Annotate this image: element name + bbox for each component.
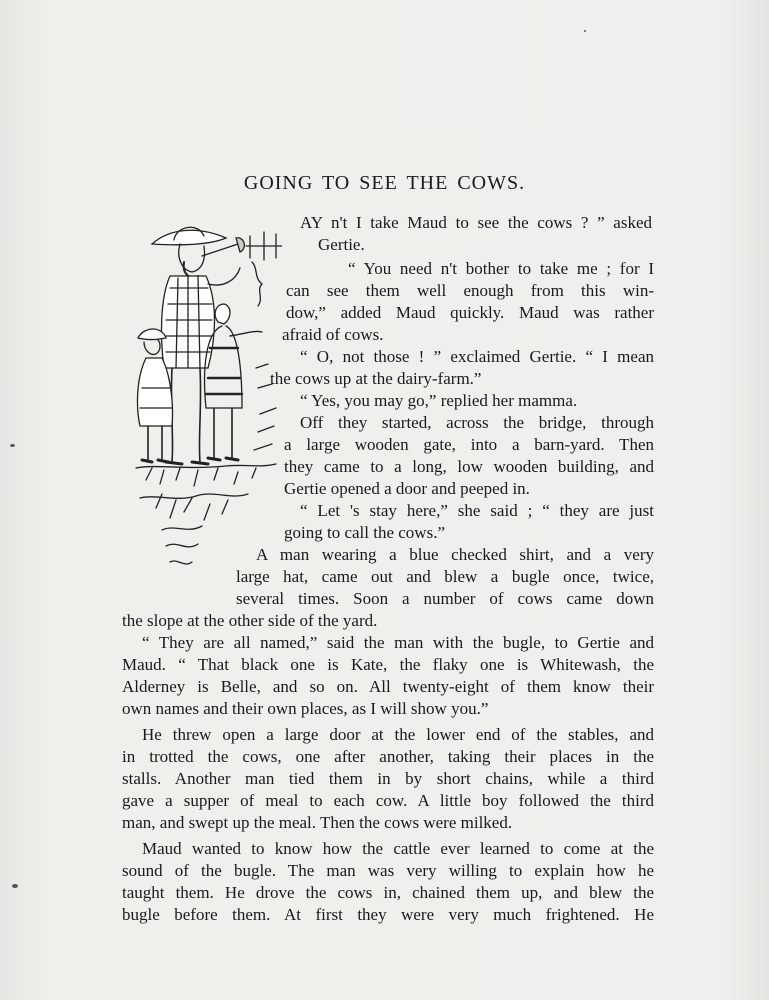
paper-speck: [10, 444, 15, 447]
text-line: gave a supper of meal to each cow. A little boy followed the third: [122, 791, 654, 810]
text-line: a large wooden gate, into a barn-yard. Then: [284, 435, 654, 454]
text-line: man, and swept up the meal. Then the cows were milked.: [122, 813, 513, 832]
text-line: going to call the cows.”: [284, 523, 445, 542]
paper-speck: [12, 884, 18, 888]
text-line: Off they started, across the bridge, through: [300, 413, 654, 432]
text-line: AY n't I take Maud to see the cows ? ” asked: [300, 213, 652, 232]
text-line: “ They are all named,” said the man with the bugle, to Gertie and: [142, 633, 654, 652]
text-line: they came to a long, low wooden building, and: [284, 457, 654, 476]
text-line: “ Let 's stay here,” she said ; “ they are just: [300, 501, 654, 520]
text-line: own names and their own places, as I will show you.”: [122, 699, 489, 718]
text-line: taught them. He drove the cows in, chained them up, and blew the: [122, 883, 654, 902]
text-line: afraid of cows.: [282, 325, 384, 344]
text-line: Gertie opened a door and peeped in.: [284, 479, 530, 498]
text-line: the cows up at the dairy-farm.”: [270, 369, 482, 388]
text-line: “ You need n't bother to take me ; for I: [348, 259, 654, 278]
text-line: Alderney is Belle, and so on. All twenty-eight of them know their: [122, 677, 654, 696]
text-line: in trotted the cows, one after another, taking their places in the: [122, 747, 654, 766]
paper-speck: [584, 30, 586, 32]
text-line: “ Yes, you may go,” replied her mamma.: [300, 391, 578, 410]
text-line: stalls. Another man tied them in by short chains, while a third: [122, 769, 654, 788]
text-line: the slope at the other side of the yard.: [122, 611, 378, 630]
chapter-title: GOING TO SEE THE COWS.: [243, 172, 526, 194]
text-line: Maud. “ That black one is Kate, the flaky one is Whitewash, the: [122, 655, 654, 674]
text-line: Maud wanted to know how the cattle ever learned to come at the: [142, 839, 654, 858]
text-line: A man wearing a blue checked shirt, and a very: [256, 545, 654, 564]
text-line: can see them well enough from this win-: [286, 281, 654, 300]
text-line: bugle before them. At first they were very much frightened. He: [122, 905, 654, 924]
text-line: Gertie.: [318, 235, 365, 254]
text-line: “ O, not those ! ” exclaimed Gertie. “ I mean: [300, 347, 654, 366]
text-line: large hat, came out and blew a bugle once, twice,: [236, 567, 654, 586]
text-line: He threw open a large door at the lower end of the stables, and: [142, 725, 654, 744]
man-with-bugle-and-children-illustration: [126, 218, 282, 580]
text-line: several times. Soon a number of cows came down: [236, 589, 654, 608]
text-line: sound of the bugle. The man was very willing to explain how he: [122, 861, 654, 880]
text-line: dow,” added Maud quickly. Maud was rather: [286, 303, 654, 322]
